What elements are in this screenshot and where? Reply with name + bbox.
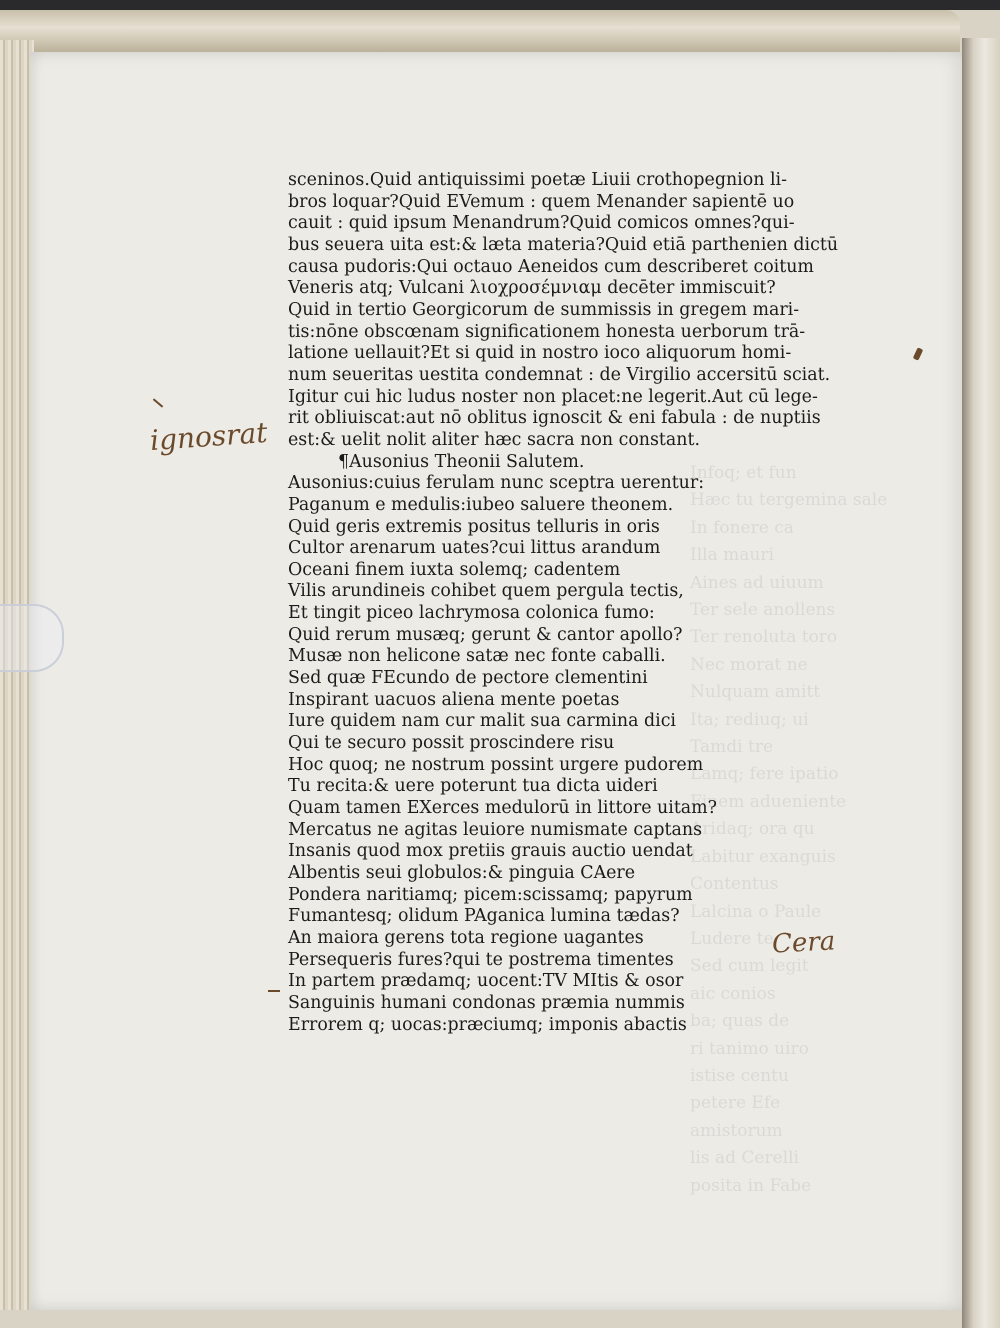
text-line: bros loquar?Quid EVemum : quem Menander sapientē uo bbox=[288, 191, 795, 212]
text-line: Hoc quoq; ne nostrum possint urgere pudorem bbox=[288, 754, 704, 775]
text-line: Igitur cui hic ludus noster non placet:ne legerit.Aut cū lege- bbox=[288, 386, 818, 407]
text-line: bus seuera uita est:& læta materia?Quid etiā parthenien dictū bbox=[288, 234, 839, 255]
text-line: Veneris atq; Vulcani λιοχροσέμνιαμ decēter immiscuit? bbox=[288, 278, 776, 299]
text-line: Et tingit piceo lachrymosa colonica fumo: bbox=[288, 603, 655, 624]
text-line: An maiora gerens tota regione uagantes bbox=[288, 927, 644, 948]
text-line: causa pudoris:Qui octauo Aeneidos cum describeret coitum bbox=[288, 256, 814, 277]
text-line: Quid rerum musæq; gerunt & cantor apollo? bbox=[288, 624, 683, 645]
text-line: Sanguinis humani condonas præmia nummis bbox=[288, 992, 685, 1013]
text-line: sceninos.Quid antiquissimi poetæ Liuii crothopegnion li- bbox=[288, 170, 787, 190]
text-line: Persequeris fures?qui te postrema timentes bbox=[288, 949, 674, 970]
text-line: Musæ non helicone satæ nec fonte caballi. bbox=[288, 646, 666, 667]
text-line: latione uellauit?Et si quid in nostro ioco aliquorum homi- bbox=[288, 343, 792, 364]
marginal-note-left: ignosrat bbox=[148, 415, 269, 458]
text-line: Sed quæ FEcundo de pectore clementini bbox=[288, 668, 648, 689]
text-line: rit obliuiscat:aut nō oblitus ignoscit & eni fabula : de nuptiis bbox=[288, 408, 821, 429]
text-line: Quam tamen EXerces medulorū in littore uitam? bbox=[288, 798, 717, 819]
text-line: num seueritas uestita condemnat : de Virgilio accersitū sciat. bbox=[288, 364, 831, 385]
text-line: Oceani finem iuxta solemq; cadentem bbox=[288, 559, 621, 580]
text-line: Ausonius:cuius ferulam nunc sceptra uerentur: bbox=[288, 473, 705, 494]
text-line: Paganum e medulis:iubeo saluere theonem. bbox=[288, 494, 674, 515]
main-text-block bbox=[288, 170, 872, 1036]
text-line: Inspirant uacuos aliena mente poetas bbox=[288, 689, 620, 710]
bleed-through-text: Infoq; et fun Hæc tu tergemina sale In fonere ca Illa mauri Aines ad uiuum Ter sele anollens Ter renoluta toro Nec morat ne Nulquam amitt Ita; rediuq; ui Tamdi tre Lamq; fere ipatio Finem adueniente Aridaq; ora qu Labitur exanguis Contentus Lalcina o Paule Ludere te Sed cum legit aic conios ba; quas de ri tanimo uiro istise centu petere Efe amistorum lis ad Cerelli posita in Fabe bbox=[690, 463, 888, 1196]
marginal-note-right: Cera bbox=[771, 926, 836, 960]
book-top-edge bbox=[0, 10, 960, 54]
text-line: Insanis quod mox pretiis grauis auctio uendat bbox=[288, 841, 693, 862]
page-clip bbox=[0, 604, 64, 672]
section-heading: ¶Ausonius Theonii Salutem. bbox=[338, 451, 585, 472]
text-line: Tu recita:& uere poterunt tua dicta uideri bbox=[288, 776, 658, 797]
margin-pointer-mark bbox=[268, 990, 280, 992]
text-line: Pondera naritiamq; picem:scissamq; papyrum bbox=[288, 884, 693, 905]
book-gutter bbox=[962, 38, 1000, 1328]
text-line: Albentis seui globulos:& pinguia CAere bbox=[288, 863, 636, 883]
text-line: Fumantesq; olidum PAganica lumina tædas? bbox=[288, 906, 680, 927]
text-line: Vilis arundineis cohibet quem pergula tectis, bbox=[288, 581, 684, 602]
text-line: Quid geris extremis positus telluris in oris bbox=[288, 516, 660, 537]
text-line: Qui te securo possit proscindere risu bbox=[288, 733, 615, 754]
text-line: cauit : quid ipsum Menandrum?Quid comicos omnes?qui- bbox=[288, 213, 795, 234]
text-line: Errorem q; uocas:præciumq; imponis abactis bbox=[288, 1014, 687, 1035]
text-line: Iure quidem nam cur malit sua carmina dici bbox=[288, 711, 676, 732]
text-line: Cultor arenarum uates?cui littus arandum bbox=[288, 538, 661, 559]
text-line: Quid in tertio Georgicorum de summissis in gregem mari- bbox=[288, 299, 800, 320]
page-stack-left bbox=[0, 40, 34, 1310]
text-line: tis:nōne obscœnam significationem honesta uerborum trā- bbox=[288, 321, 806, 342]
text-line: Mercatus ne agitas leuiore numismate captans bbox=[288, 819, 703, 840]
text-line: In partem prædamq; uocent:TV MItis & osor bbox=[288, 971, 684, 992]
text-line: est:& uelit nolit aliter hæc sacra non constant. bbox=[288, 429, 700, 450]
